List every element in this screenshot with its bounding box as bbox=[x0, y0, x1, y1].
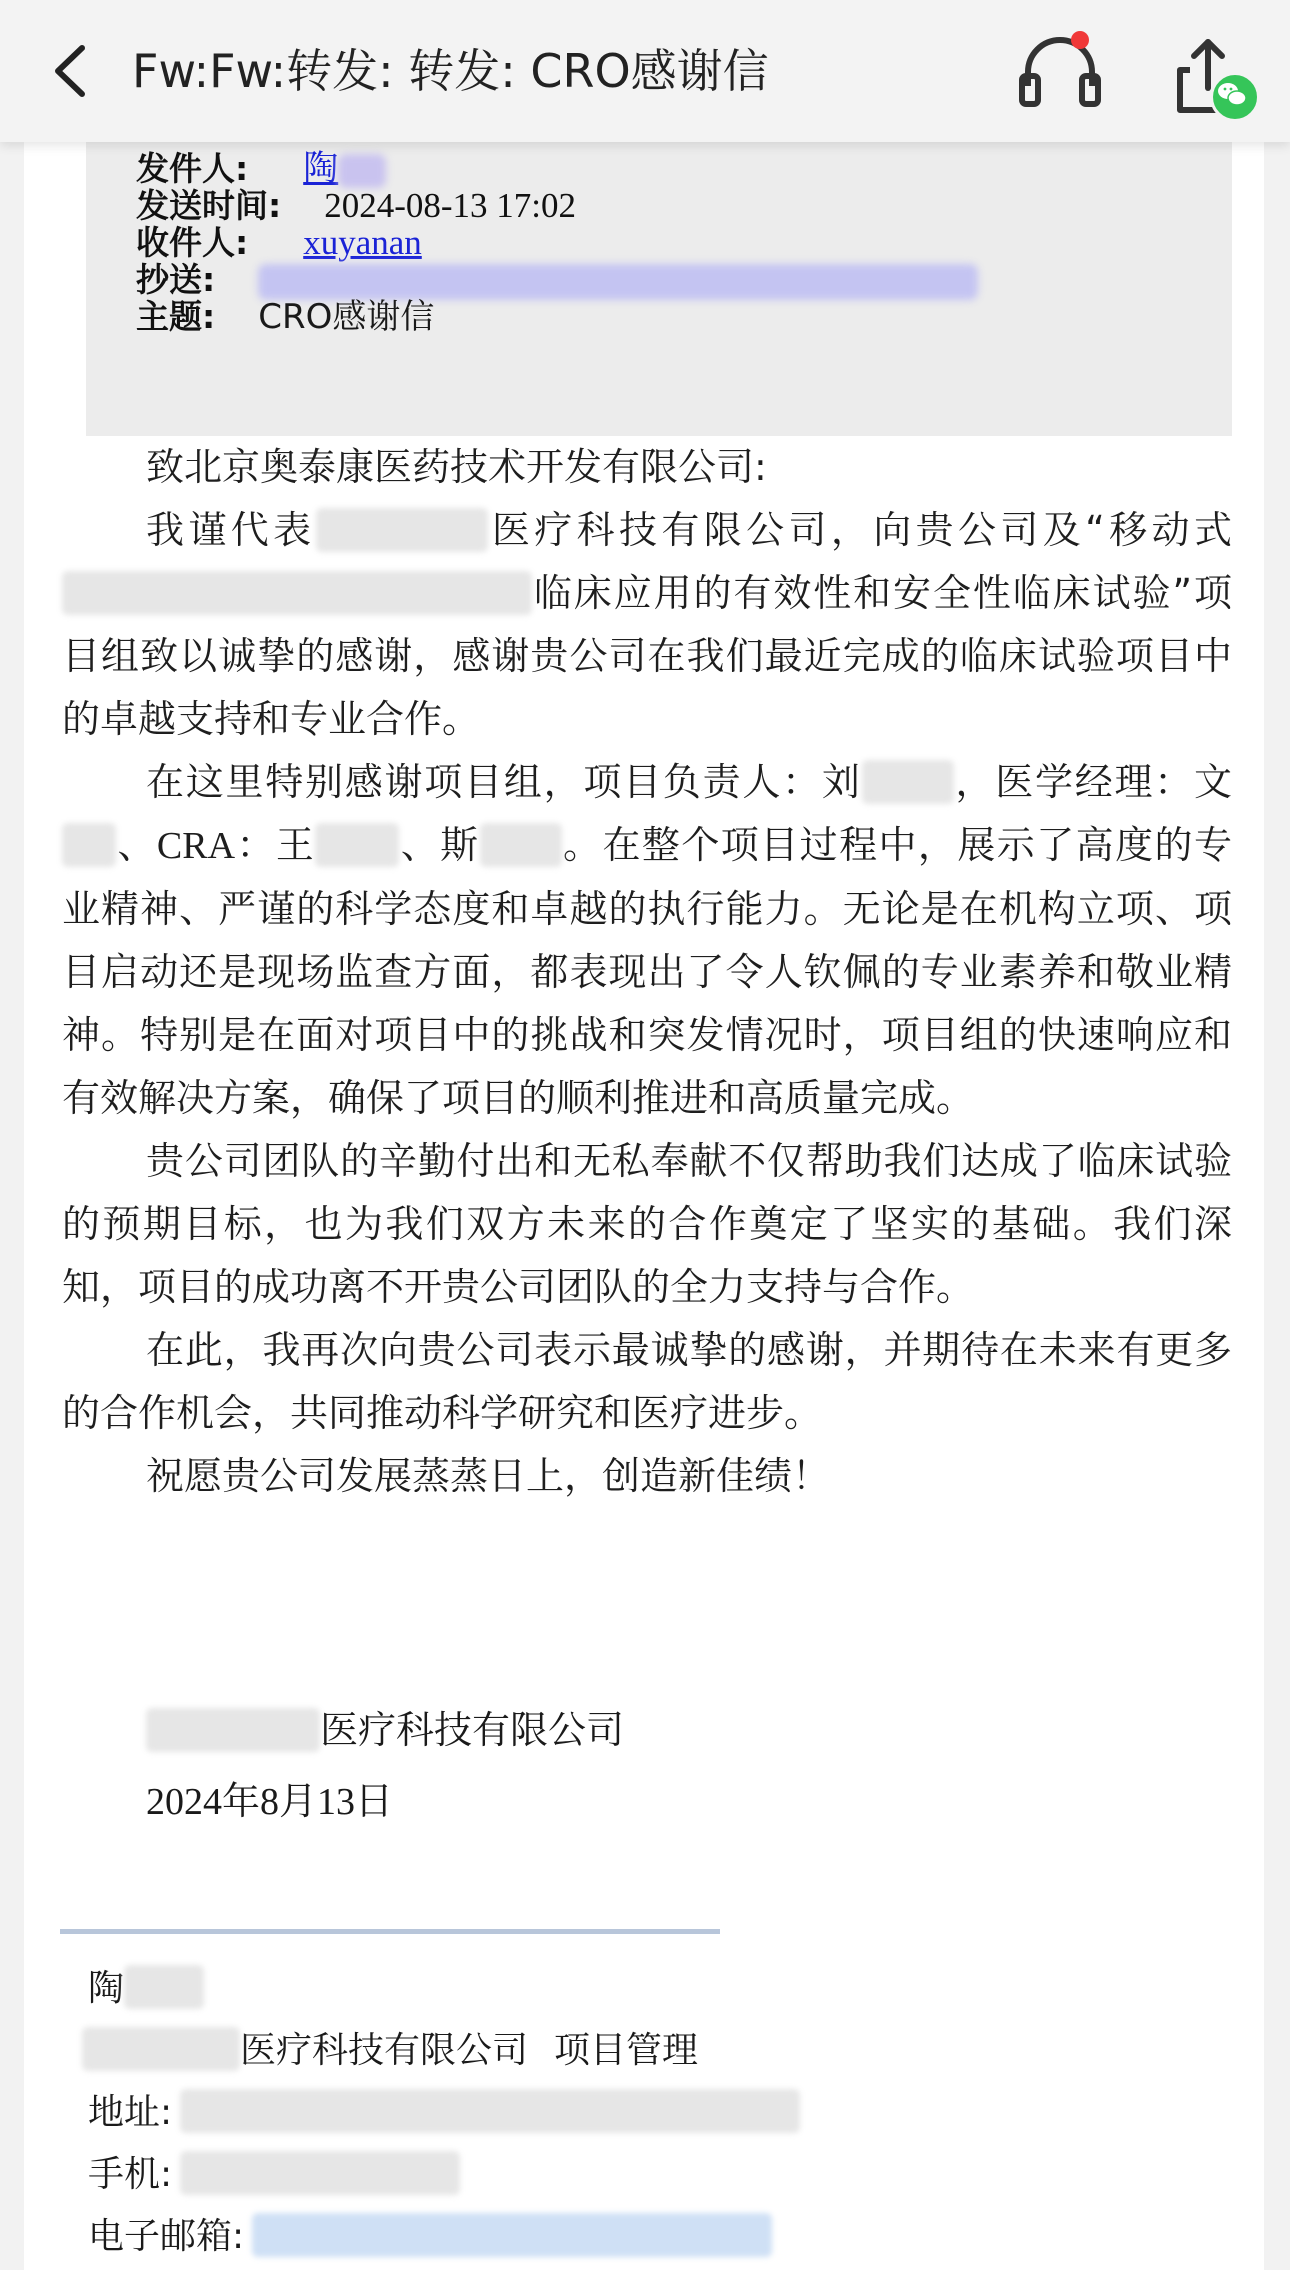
address-label: 地址: bbox=[88, 2092, 173, 2133]
notification-dot bbox=[1071, 31, 1089, 49]
email-content bbox=[24, 142, 1264, 2270]
p1-text-b: 医疗科技有限公司，向贵公司及“移动式 bbox=[487, 508, 1232, 552]
signature-name-row bbox=[88, 1958, 800, 2020]
signature-divider bbox=[60, 1929, 720, 1934]
p2-text-b: ，医学经理：文 bbox=[953, 760, 1232, 804]
subject-label: 主题: bbox=[136, 297, 216, 336]
paragraph-5: 祝愿贵公司发展蒸蒸日上，创造新佳绩！ bbox=[146, 1454, 831, 1498]
recipient-link[interactable]: xuyanan bbox=[303, 223, 422, 262]
redacted-address bbox=[180, 2089, 800, 2133]
sign-company-text: 医疗科技有限公司 bbox=[320, 1708, 625, 1752]
page-title: Fw:Fw:转发: 转发: CRO感谢信 bbox=[132, 44, 769, 98]
signature-phone-row bbox=[88, 2144, 800, 2206]
email-label: 电子邮箱: bbox=[88, 2216, 245, 2257]
from-label: 发件人: bbox=[136, 149, 249, 188]
redacted-company bbox=[82, 2027, 240, 2071]
p1-text-c: 临床应用的有效性和安全性临床试验”项目组致以诚挚的感谢，感谢贵公司在我们最近完成的临床试验项目中的卓越支持和专业合作。 bbox=[62, 571, 1232, 741]
letter-date: 2024年8月13日 bbox=[146, 1781, 394, 1823]
redacted-name bbox=[480, 823, 562, 867]
to-label: 收件人: bbox=[136, 223, 249, 262]
redacted-email-link[interactable] bbox=[252, 2213, 772, 2257]
redacted-company bbox=[316, 508, 488, 552]
email-header bbox=[86, 142, 1232, 436]
p2-text-f: 。在整个项目过程中，展示了高度的专业精神、严谨的科学态度和卓越的执行能力。无论是在机构立项、项目启动还是现场监查方面，都表现出了令人钦佩的专业素养和敬业精神。特别是在面对项目中的挑战和突发情况时，项目组的快速响应和有效解决方案，确保了项目的顺利推进和高质量完成。 bbox=[62, 823, 1232, 1120]
signature-role: 项目管理 bbox=[554, 2030, 699, 2071]
p2-text-a: 在这里特别感谢项目组，项目负责人：刘 bbox=[146, 760, 862, 804]
redacted-phone bbox=[180, 2151, 460, 2195]
email-body bbox=[62, 436, 1232, 1508]
redacted-name bbox=[62, 823, 116, 867]
paragraph-3: 贵公司团队的辛勤付出和无私奉献不仅帮助我们达成了临床试验的预期目标，也为我们双方未来的合作奠定了坚实的基础。我们深知，项目的成功离不开贵公司团队的全力支持与合作。 bbox=[62, 1139, 1232, 1309]
sent-label: 发送时间: bbox=[136, 186, 282, 225]
subject-row bbox=[136, 292, 434, 342]
greeting: 致北京奥泰康医药技术开发有限公司: bbox=[146, 445, 767, 489]
headset-icon[interactable] bbox=[1014, 28, 1106, 112]
cc-label: 抄送: bbox=[136, 260, 216, 299]
paragraph-2 bbox=[62, 751, 1232, 1130]
sender-link[interactable]: 陶 bbox=[303, 149, 339, 188]
redacted-company bbox=[146, 1708, 320, 1752]
signature-name: 陶 bbox=[88, 1968, 125, 2009]
signature-company: 医疗科技有限公司 bbox=[240, 2030, 529, 2071]
redacted-name bbox=[862, 760, 954, 804]
wechat-icon[interactable] bbox=[1210, 72, 1260, 122]
p2-text-d: ：王 bbox=[235, 823, 316, 867]
paragraph-4: 在此，我再次向贵公司表示最诚挚的感谢，并期待在未来有更多的合作机会，共同推动科学研究和医疗进步。 bbox=[62, 1328, 1232, 1435]
p2-text-c: 、 bbox=[116, 823, 157, 867]
subject-value: CRO感谢信 bbox=[258, 297, 435, 337]
signature-address-row bbox=[88, 2082, 800, 2144]
redacted-name bbox=[315, 823, 399, 867]
email-signature bbox=[88, 1958, 800, 2268]
redacted-name bbox=[124, 1965, 204, 2009]
sent-time: 2024-08-13 17:02 bbox=[324, 186, 576, 225]
top-nav-bar bbox=[0, 0, 1290, 142]
paragraph-1 bbox=[62, 499, 1232, 751]
signature-company-row bbox=[88, 2020, 800, 2082]
p1-text-a: 我谨代表 bbox=[146, 508, 316, 552]
signature-email-row bbox=[88, 2206, 800, 2268]
letter-sign-company bbox=[146, 1700, 624, 1760]
p2-cra: CRA bbox=[156, 825, 236, 867]
phone-label: 手机: bbox=[88, 2154, 173, 2195]
p2-text-e: 、斯 bbox=[399, 823, 480, 867]
redacted-device bbox=[62, 571, 532, 615]
chevron-left-icon[interactable] bbox=[44, 36, 96, 106]
